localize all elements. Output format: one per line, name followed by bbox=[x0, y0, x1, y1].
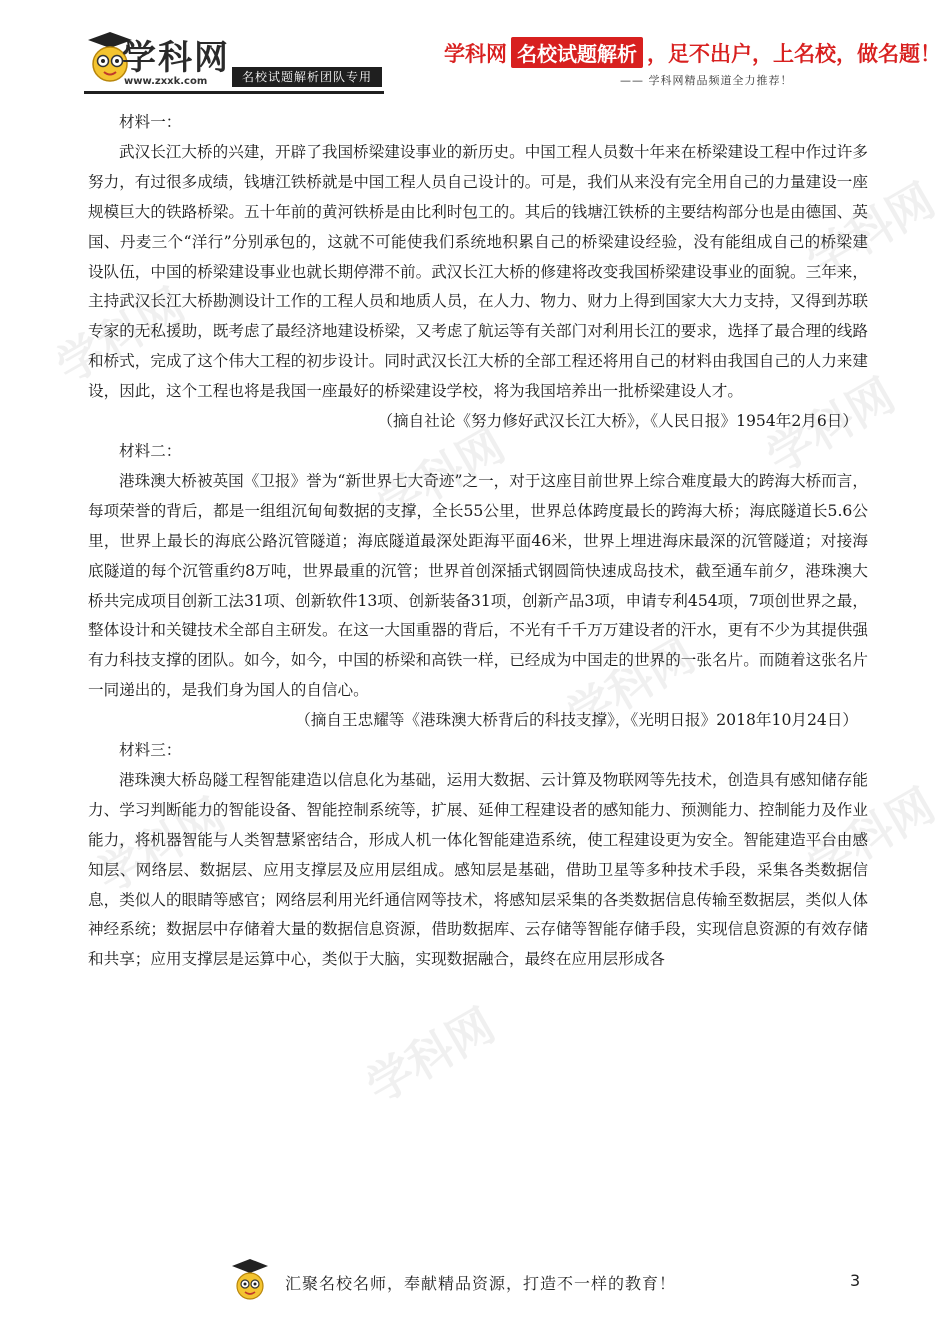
brand-url: www.zxxk.com bbox=[124, 76, 208, 87]
header-slogan bbox=[444, 37, 941, 67]
watermark: 学科网 bbox=[797, 777, 944, 894]
material-1-paragraph: 武汉长江大桥的兴建，开辟了我国桥梁建设事业的新历史。中国工程人员数十年来在桥梁建设工程中作过许多努力，有过很多成绩，钱塘江铁桥就是中国工程人员自己设计的。可是，我们从来没有完全用自己的力量建设一座规模巨大的铁路桥梁。五十年前的黄河铁桥是由比利时包工的。其后的钱塘江铁桥的主要结构部分也是由德国、英国、丹麦三个“洋行”分别承包的，这就不可能使我们系统地积累自己的桥梁建设经验，没有能组成自己的桥梁建设队伍，中国的桥梁建设事业也就长期停滞不前。武汉长江大桥的修建将改变我国桥梁建设事业的面貌。三年来，主持武汉长江大桥勘测设计工作的工程人员和地质人员，在人力、物力、财力上得到国家大大力支持，又得到苏联专家的无私援助，既考虑了最经济地建设桥梁，又考虑了航运等有关部门对利用长江的要求，选择了最合理的线路和桥式，完成了这个伟大工程的初步设计。同时武汉长江大桥的全部工程还将用自己的材料由我国自己的人力来建设，因此，这个工程也将是我国一座最好的桥梁建设学校，将为我国培养出一批桥梁建设人才。 bbox=[88, 142, 868, 401]
material-1-label: 材料一： bbox=[119, 113, 182, 131]
watermark: 学科网 bbox=[47, 277, 194, 394]
watermark: 学科网 bbox=[367, 417, 514, 534]
page-number: 3 bbox=[850, 1271, 861, 1290]
material-2-source: （摘自王忠耀等《港珠澳大桥背后的科技支撑》，《光明日报》2018年10月24日） bbox=[295, 711, 858, 730]
material-2-label: 材料二： bbox=[119, 441, 182, 460]
slogan-highlight: 名校试题解析 bbox=[511, 37, 643, 68]
watermark: 学科网 bbox=[797, 172, 944, 289]
material-3-paragraph: 港珠澳大桥岛隧工程智能建造以信息化为基础，运用大数据、云计算及物联网等先技术，创造具有感知储存能力、学习判断能力的智能设备、智能控制系统等，扩展、延伸工程建设者的感知能力、预测能力、控制能力及作业能力，将机器智能与人类智慧紧密结合，形成人机一体化智能建造系统，使工程建设更为安全。智能建造平台由感知层、网络层、数据层、应用支撑层及应用层组成。感知层是基础，借助卫星等多种技术手段，采集各类数据信息，类似人的眼睛等感官；网络层利用光纤通信网等技术，将感知层采集的各类数据信息传输至数据层，类似人体神经系统；数据层中存储着大量的数据信息资源，借助数据库、云存储等智能存储手段，实现信息资源的有效存储和共享；应用支撑层是运算中心，类似于大脑，实现数据融合，最终在应用层形成各 bbox=[88, 770, 868, 969]
watermark: 学科网 bbox=[87, 787, 234, 904]
team-tag: 名校试题解析团队专用 bbox=[232, 67, 382, 87]
brand-logo-text: 学科网 bbox=[122, 38, 230, 78]
watermark: 学科网 bbox=[357, 997, 504, 1114]
mascot-icon bbox=[230, 1256, 270, 1306]
page-header bbox=[0, 0, 950, 108]
material-2-paragraph: 港珠澳大桥被英国《卫报》誉为“新世界七大奇迹”之一，对于这座目前世界上综合难度最大的跨海大桥而言，每项荣誉的背后，都是一组组沉甸甸数据的支撑，全长55公里，世界总体跨度最长的跨海大桥；海底隧道长5.6公里，世界上最长的海底公路沉管隧道；海底隧道最深处距海平面46米，世界上埋进海床最深的沉管隧道；对接海底隧道的每个沉管重约8万吨，世界最重的沉管；世界首创深插式钢圆筒快速成岛技术，截至通车前夕，港珠澳大桥共完成项目创新工法31项、创新软件13项、创新装备31项，创新产品3项，申请专利454项，7项创世界之最，整体设计和关键技术全部自主研发。在这一大国重器的背后，不光有千千万万建设者的汗水，更有不少为其提供强有力科技支撑的团队。如今，如今，中国的桥梁和高铁一样，已经成为中国走的世界的一张名片。而随着这张名片一同递出的，是我们身为国人的自信心。 bbox=[88, 471, 868, 700]
slogan-tagline: ，足不出户，上名校，做名题！ bbox=[647, 42, 941, 66]
recommend-note: —— 学科网精品频道全力推荐！ bbox=[620, 74, 793, 87]
footer-slogan: 汇聚名校名师，奉献精品资源，打造不一样的教育！ bbox=[285, 1274, 677, 1293]
page-footer bbox=[0, 1256, 950, 1326]
watermark: 学科网 bbox=[557, 627, 704, 744]
material-3-label: 材料三： bbox=[119, 741, 182, 760]
material-1-source: （摘自社论《努力修好武汉长江大桥》，《人民日报》1954年2月6日） bbox=[377, 412, 858, 431]
article-body bbox=[88, 108, 868, 975]
header-divider bbox=[84, 91, 384, 94]
slogan-brand: 学科网 bbox=[444, 42, 507, 66]
watermark: 学科网 bbox=[757, 367, 904, 484]
